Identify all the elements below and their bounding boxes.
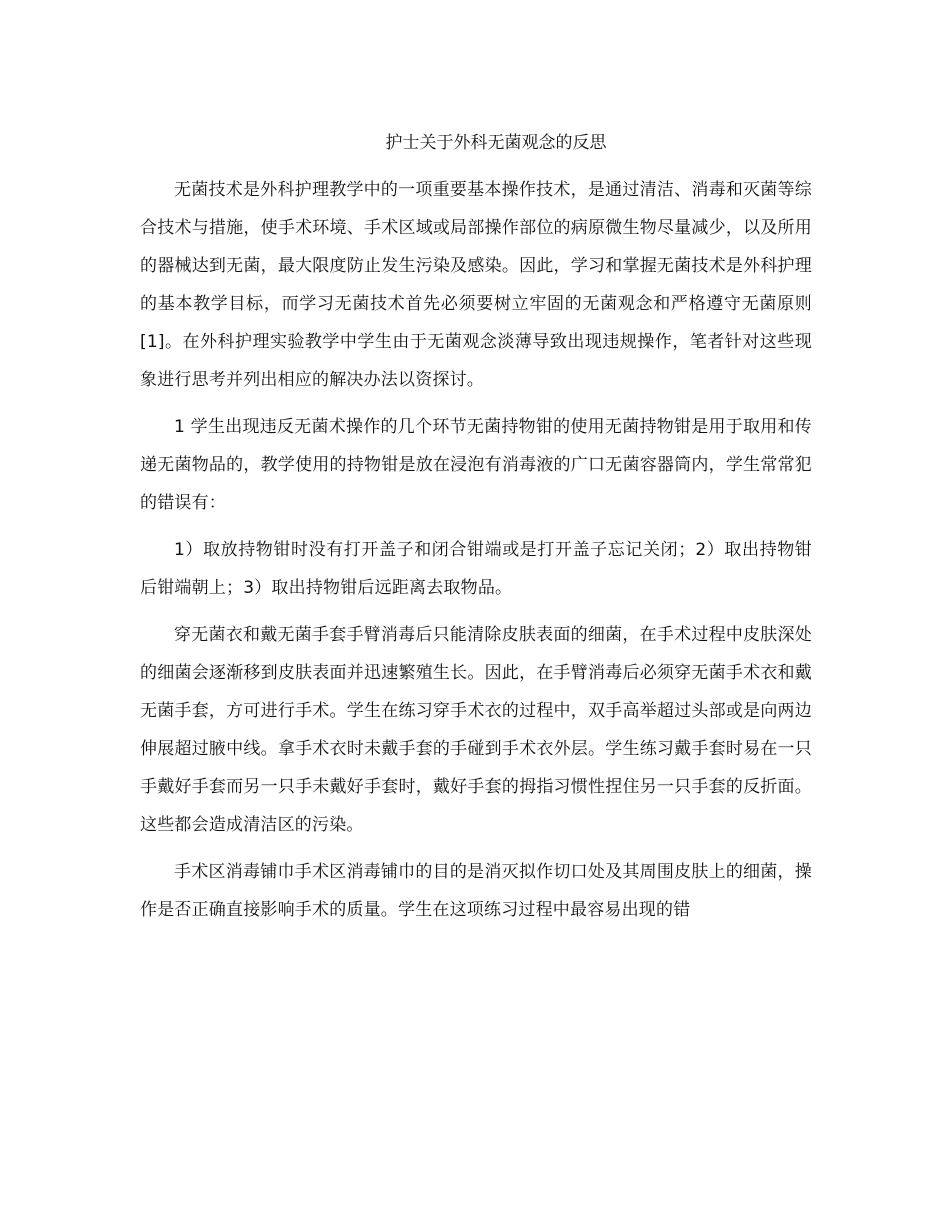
paragraph-forceps: 1 学生出现违反无菌术操作的几个环节无菌持物钳的使用无菌持物钳是用于取用和传递无菌物品的，教学使用的持物钳是放在浸泡有消毒液的广口无菌容器筒内，学生常常犯的错误有： (140, 417, 812, 513)
paragraph-disinfection: 手术区消毒铺巾手术区消毒铺巾的目的是消灭拟作切口处及其周围皮肤上的细菌，操作是否正确直接影响手术的质量。学生在这项练习过程中最容易出现的错 (140, 862, 812, 920)
paragraph-intro: 无菌技术是外科护理教学中的一项重要基本操作技术，是通过清洁、消毒和灭菌等综合技术与措施，使手术环境、手术区域或局部操作部位的病原微生物尽量减少，以及所用的器械达到无菌，最大限度防止发生污染及感染。因此，学习和掌握无菌技术是外科护理的基本教学目标，而学习无菌技术首先必须要树立牢固的无菌观念和严格遵守无菌原则[1]。在外科护理实验教学中学生由于无菌观念淡薄导致出现违规操作，笔者针对这些现象进行思考并列出相应的解决办法以资探讨。 (140, 180, 812, 390)
paragraph-gown-gloves: 穿无菌衣和戴无菌手套手臂消毒后只能清除皮肤表面的细菌，在手术过程中皮肤深处的细菌会逐渐移到皮肤表面并迅速繁殖生长。因此，在手臂消毒后必须穿无菌手术衣和戴无菌手套，方可进行手术。学生在练习穿手术衣的过程中，双手高举超过头部或是向两边伸展超过腋中线。拿手术衣时未戴手套的手碰到手术衣外层。学生练习戴手套时易在一只手戴好手套而另一只手未戴好手套时，戴好手套的拇指习惯性捏住另一只手套的反折面。这些都会造成清洁区的污染。 (140, 625, 812, 835)
document-title: 护士关于外科无菌观念的反思 (385, 133, 607, 153)
document-body (140, 124, 812, 929)
paragraph-forceps-errors: 1）取放持物钳时没有打开盖子和闭合钳端或是打开盖子忘记关闭；2）取出持物钳后钳端朝上；3）取出持物钳后远距离去取物品。 (140, 540, 812, 598)
